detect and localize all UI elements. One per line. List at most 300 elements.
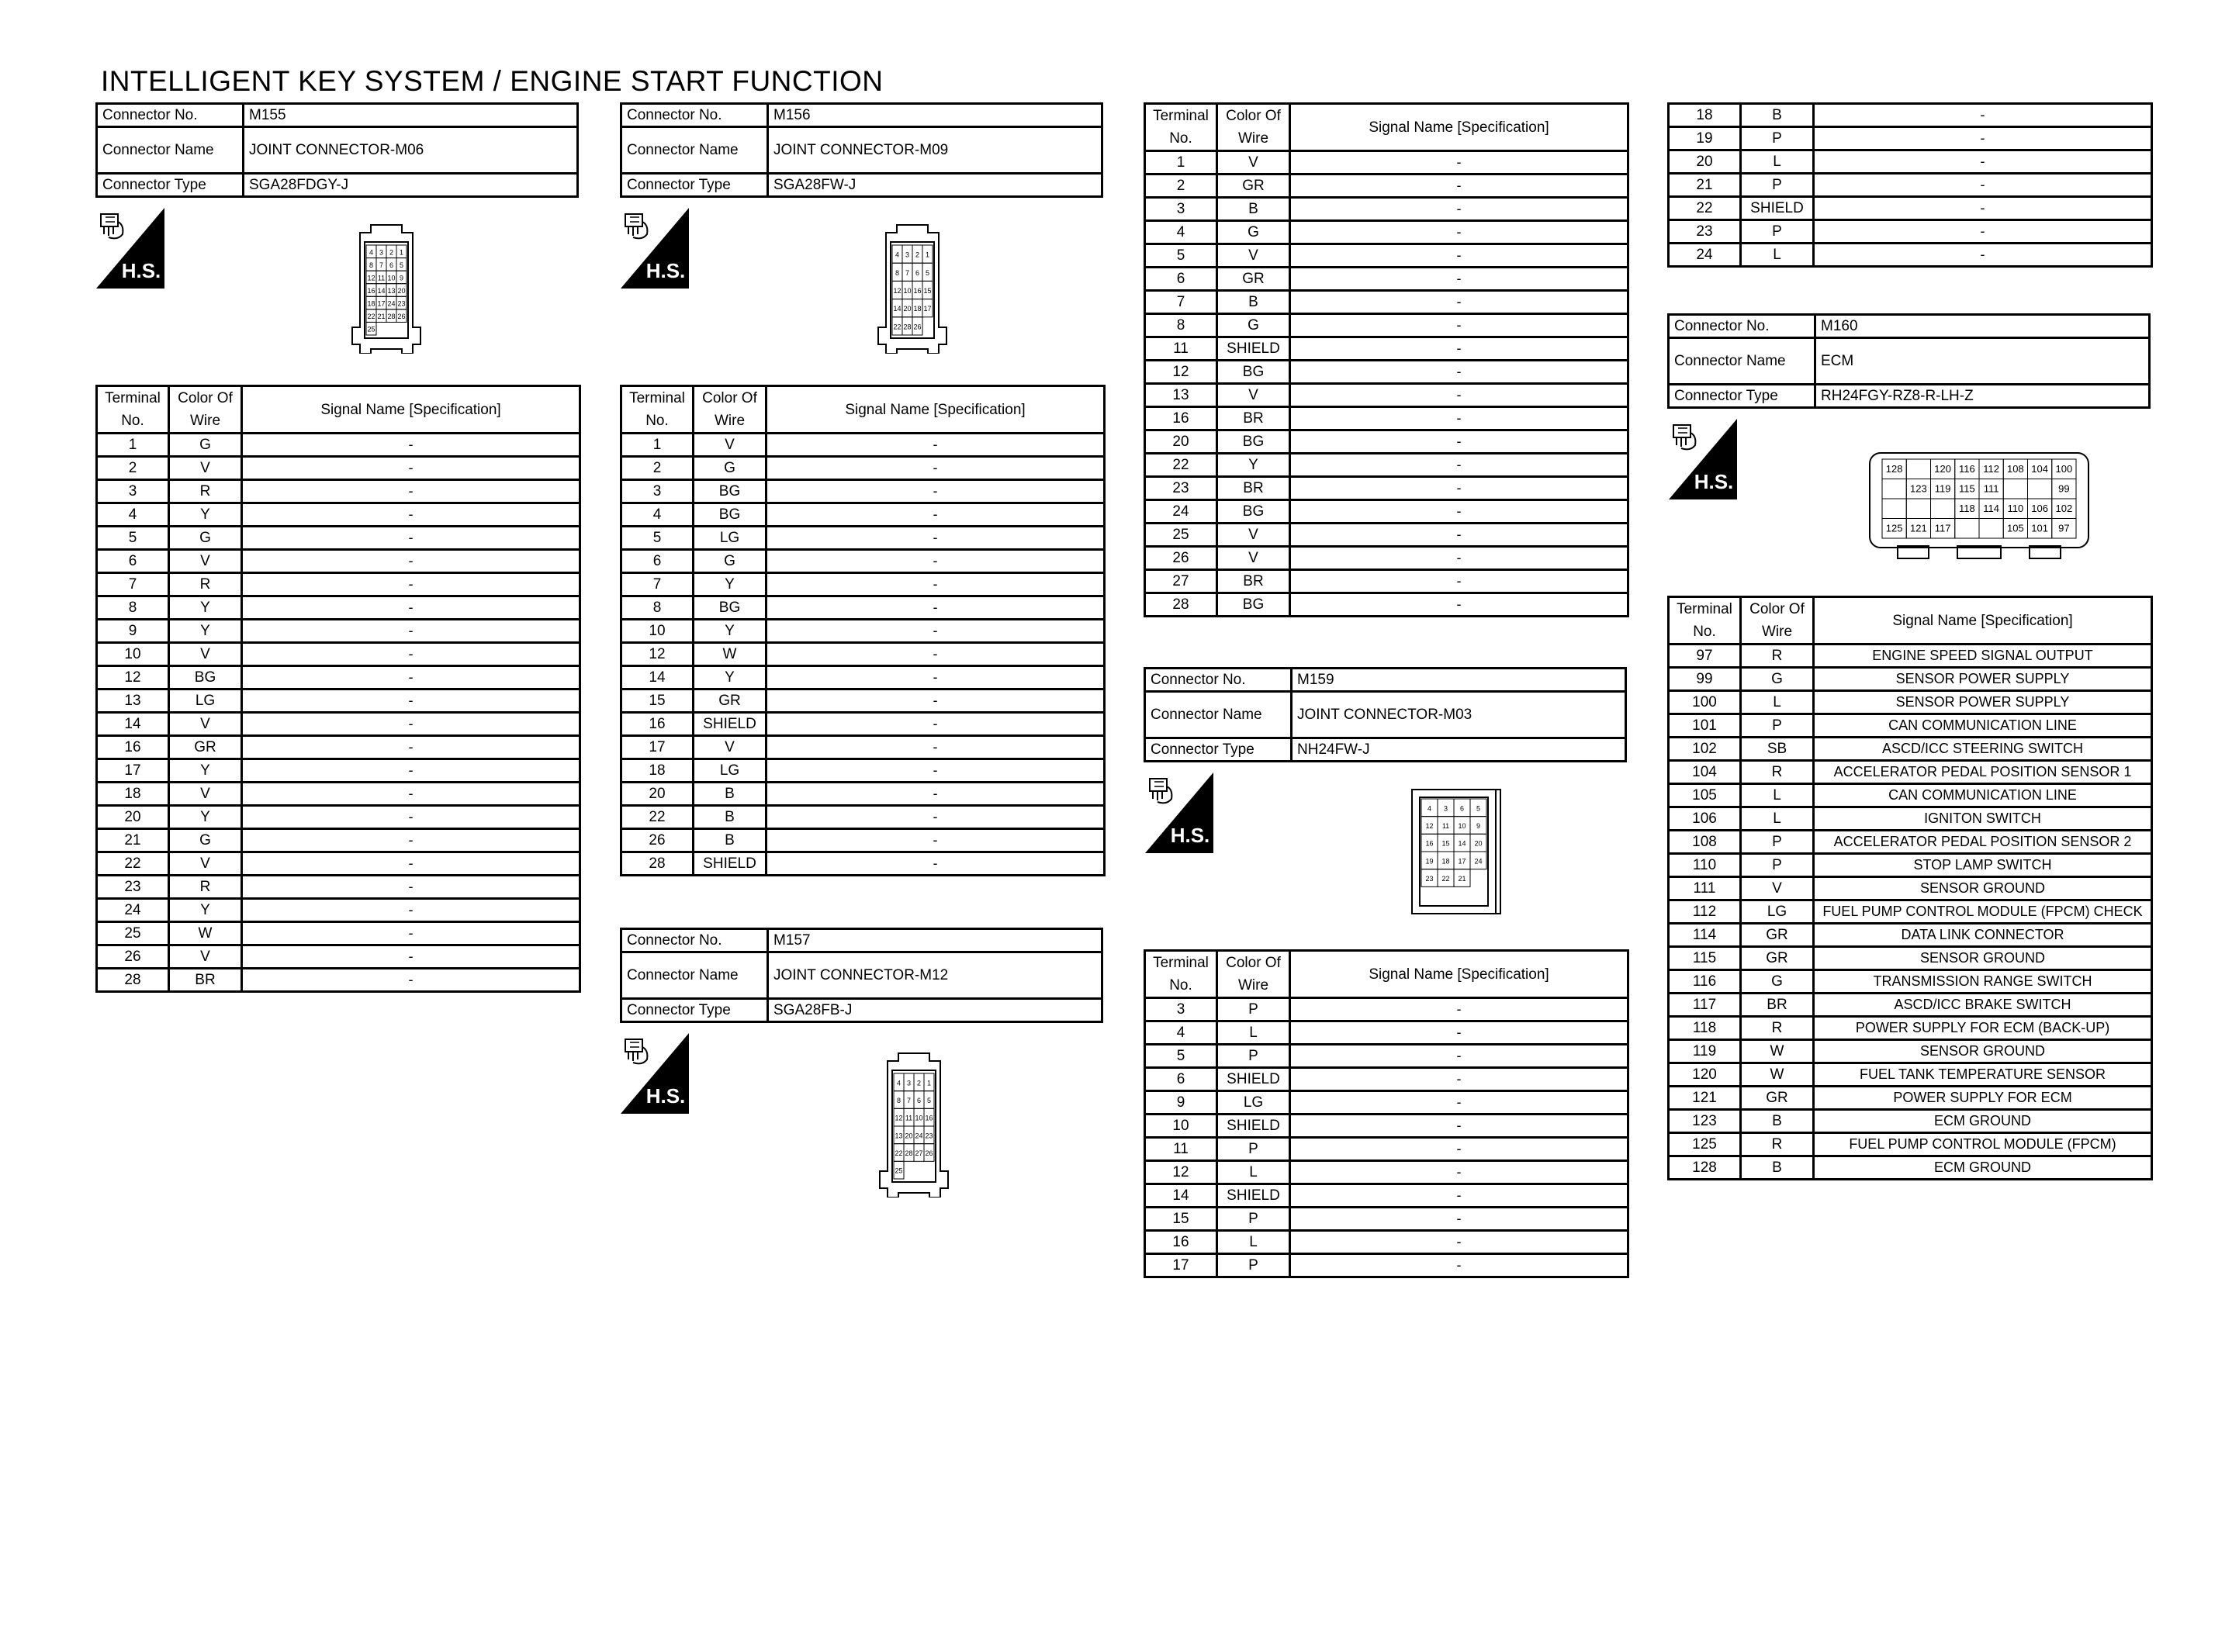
signal-name-cell: -: [242, 666, 580, 689]
terminal-no-cell: 120: [1669, 1063, 1741, 1087]
terminal-no-cell: 5: [1145, 244, 1217, 268]
header-text: No.: [645, 413, 669, 429]
wire-color-cell: P: [1217, 1138, 1290, 1161]
signal-name-cell: -: [767, 806, 1105, 829]
header-text: Wire: [189, 413, 221, 429]
signal-name-cell: -: [767, 736, 1105, 759]
terminal-no-cell: 6: [97, 550, 169, 573]
table-row: [1145, 221, 1628, 244]
table-row: [1145, 244, 1628, 268]
table-row: [1145, 454, 1628, 477]
table-row: [621, 596, 1105, 620]
wire-color-cell: L: [1217, 1231, 1290, 1254]
harness-side-icon: [621, 208, 689, 289]
wire-color-cell: BG: [169, 666, 242, 689]
wire-color-cell: G: [169, 527, 242, 550]
pin-label: 8: [895, 268, 900, 277]
terminal-no-header: [97, 386, 169, 434]
table-row: [1669, 150, 2152, 174]
connector-type-label: Connector Type: [1145, 738, 1292, 762]
pin-label: 20: [1474, 839, 1483, 848]
table-row: [1669, 784, 2152, 807]
signal-name-cell: ECM GROUND: [1814, 1110, 2152, 1133]
table-row: [621, 783, 1105, 806]
terminal-no-cell: 22: [1145, 454, 1217, 477]
table-row: [1145, 151, 1628, 175]
terminal-no-cell: 2: [1145, 175, 1217, 198]
signal-name-cell: -: [1290, 500, 1628, 524]
pin-label: 100: [2055, 462, 2073, 475]
terminal-no-cell: 104: [1669, 761, 1741, 784]
terminal-no-header: [1145, 951, 1217, 998]
wire-color-cell: G: [1741, 668, 1814, 691]
table-row: [97, 503, 580, 527]
terminal-no-cell: 3: [1145, 998, 1217, 1021]
terminal-no-cell: 24: [1669, 244, 1741, 267]
pin-label: 26: [397, 313, 406, 321]
terminal-no-cell: 121: [1669, 1087, 1741, 1110]
signal-name-cell: FUEL TANK TEMPERATURE SENSOR: [1814, 1063, 2152, 1087]
terminal-no-cell: 18: [97, 783, 169, 806]
signal-name-cell: -: [1290, 221, 1628, 244]
pin-label: 27: [915, 1149, 923, 1157]
table-row: [621, 713, 1105, 736]
pin-label: 22: [367, 313, 375, 321]
table-header-row: [97, 386, 580, 434]
table-row: [1145, 500, 1628, 524]
signal-name-cell: -: [1290, 1068, 1628, 1091]
connector-type-value: SGA28FB-J: [768, 999, 1102, 1022]
pin-label: 13: [387, 287, 396, 295]
pin-label: 24: [915, 1132, 923, 1140]
terminal-no-header: [1669, 597, 1741, 645]
terminal-no-cell: 1: [1145, 151, 1217, 175]
signal-name-cell: -: [1290, 593, 1628, 617]
wire-color-cell: B: [694, 829, 767, 852]
table-row: [1669, 220, 2152, 244]
pin-label: 5: [1476, 804, 1481, 813]
pin-label: 25: [895, 1166, 903, 1175]
terminal-no-cell: 26: [97, 945, 169, 969]
signal-name-cell: -: [242, 689, 580, 713]
terminal-no-cell: 108: [1669, 831, 1741, 854]
connector-face-m156-icon: [874, 223, 951, 354]
pin-label: 120: [1934, 462, 1951, 475]
signal-name-cell: -: [1290, 361, 1628, 384]
signal-name-cell: -: [1290, 1208, 1628, 1231]
wire-color-cell: Y: [694, 573, 767, 596]
wire-color-cell: W: [1741, 1063, 1814, 1087]
connector-face-m157-icon: [875, 1052, 953, 1198]
signal-name-header: Signal Name [Specification]: [1290, 951, 1628, 998]
pin-label: 24: [387, 299, 396, 308]
pin-label: 5: [399, 261, 404, 269]
connector-info-m160: [1667, 313, 2151, 409]
signal-name-cell: -: [1290, 268, 1628, 291]
signal-name-cell: -: [1290, 175, 1628, 198]
wire-color-cell: B: [694, 806, 767, 829]
pin-label: 17: [1458, 857, 1466, 866]
signal-name-cell: -: [767, 527, 1105, 550]
pin-label: 4: [1427, 804, 1432, 813]
table-row: [97, 643, 580, 666]
pin-label: 18: [1441, 857, 1450, 866]
wire-color-cell: BG: [1217, 361, 1290, 384]
table-row: [1145, 268, 1628, 291]
connector-no-label: Connector No.: [621, 104, 768, 127]
signal-name-cell: -: [242, 806, 580, 829]
table-row: [97, 713, 580, 736]
terminal-no-cell: 3: [621, 480, 694, 503]
pin-label: 18: [367, 299, 375, 308]
wire-color-cell: BR: [169, 969, 242, 992]
pin-label: 110: [2007, 502, 2024, 514]
table-row: [97, 736, 580, 759]
terminal-no-cell: 9: [97, 620, 169, 643]
wire-color-cell: V: [169, 713, 242, 736]
table-row: [1145, 314, 1628, 337]
signal-name-cell: -: [1290, 1138, 1628, 1161]
pin-label: 114: [1983, 502, 1999, 514]
table-row: [1669, 714, 2152, 738]
pin-label: 99: [2058, 482, 2070, 495]
terminal-no-cell: 22: [97, 852, 169, 876]
table-row: [1145, 1045, 1628, 1068]
wire-color-cell: BR: [1217, 407, 1290, 430]
table-row: [621, 503, 1105, 527]
header-text: Wire: [714, 413, 746, 429]
table-row: [97, 596, 580, 620]
wire-color-cell: G: [169, 829, 242, 852]
table-row: [97, 783, 580, 806]
terminal-no-cell: 18: [621, 759, 694, 783]
terminal-table-m159-continued: [1667, 102, 2153, 268]
table-row: [1145, 337, 1628, 361]
wire-color-cell: BG: [1217, 500, 1290, 524]
hs-label: H.S.: [1694, 470, 1734, 493]
table-row: [97, 829, 580, 852]
table-row: [1145, 361, 1628, 384]
signal-name-cell: -: [1290, 1231, 1628, 1254]
header-text: Terminal: [629, 390, 685, 406]
signal-name-cell: ACCELERATOR PEDAL POSITION SENSOR 1: [1814, 761, 2152, 784]
pin-label: 4: [896, 1079, 901, 1087]
wire-color-cell: SHIELD: [1217, 337, 1290, 361]
table-header-row: [621, 386, 1105, 434]
signal-name-cell: -: [242, 945, 580, 969]
page-title: INTELLIGENT KEY SYSTEM / ENGINE START FUNCTION: [101, 65, 884, 97]
connector-no-value: M157: [768, 929, 1102, 952]
terminal-no-cell: 6: [1145, 268, 1217, 291]
signal-name-cell: STOP LAMP SWITCH: [1814, 854, 2152, 877]
pin-label: 10: [1458, 822, 1466, 830]
color-of-wire-header: [1741, 597, 1814, 645]
signal-name-cell: -: [242, 620, 580, 643]
table-row: [1669, 104, 2152, 127]
signal-name-cell: TRANSMISSION RANGE SWITCH: [1814, 970, 2152, 994]
table-row: [1145, 175, 1628, 198]
signal-name-cell: -: [1290, 151, 1628, 175]
pin-label: 14: [893, 305, 901, 313]
pin-label: 3: [905, 251, 910, 259]
connector-no-label: Connector No.: [621, 929, 768, 952]
pin-label: 28: [387, 313, 396, 321]
wire-color-cell: G: [694, 550, 767, 573]
wire-color-cell: W: [694, 643, 767, 666]
table-row: [97, 852, 580, 876]
terminal-no-cell: 16: [1145, 1231, 1217, 1254]
table-row: [1145, 1091, 1628, 1115]
wire-color-cell: GR: [1217, 175, 1290, 198]
terminal-no-cell: 10: [97, 643, 169, 666]
pin-label: 6: [915, 268, 920, 277]
pin-label: 104: [2031, 462, 2048, 475]
table-row: [621, 852, 1105, 876]
wire-color-cell: LG: [1741, 900, 1814, 924]
table-row: [97, 969, 580, 992]
table-row: [621, 620, 1105, 643]
wire-color-cell: SHIELD: [694, 713, 767, 736]
pin-label: 17: [377, 299, 386, 308]
pin-label: 23: [925, 1132, 933, 1140]
pin-label: 16: [925, 1114, 933, 1122]
pin-label: 22: [893, 323, 901, 331]
table-row: [1145, 477, 1628, 500]
signal-name-cell: -: [1290, 1021, 1628, 1045]
terminal-no-cell: 2: [621, 457, 694, 480]
wire-color-cell: P: [1741, 220, 1814, 244]
table-row: [1669, 1017, 2152, 1040]
wire-color-cell: BR: [1217, 570, 1290, 593]
terminal-no-cell: 12: [621, 643, 694, 666]
pin-label: 112: [1983, 462, 1999, 475]
signal-name-cell: -: [767, 643, 1105, 666]
signal-name-cell: SENSOR GROUND: [1814, 947, 2152, 970]
wire-color-cell: P: [1741, 127, 1814, 150]
pin-label: 24: [1474, 857, 1483, 866]
connector-name-value: JOINT CONNECTOR-M09: [768, 127, 1102, 174]
table-row: [97, 434, 580, 457]
terminal-no-cell: 118: [1669, 1017, 1741, 1040]
signal-name-cell: -: [767, 480, 1105, 503]
wire-color-cell: SHIELD: [1217, 1184, 1290, 1208]
table-row: [1145, 1068, 1628, 1091]
terminal-no-cell: 14: [621, 666, 694, 689]
wire-color-cell: L: [1741, 784, 1814, 807]
signal-name-cell: -: [242, 503, 580, 527]
signal-name-cell: -: [767, 503, 1105, 527]
connector-info-m159: [1144, 667, 1627, 762]
terminal-no-cell: 116: [1669, 970, 1741, 994]
wire-color-cell: R: [1741, 1017, 1814, 1040]
signal-name-cell: -: [767, 596, 1105, 620]
hs-label: H.S.: [645, 259, 686, 282]
terminal-no-cell: 20: [97, 806, 169, 829]
signal-name-cell: DATA LINK CONNECTOR: [1814, 924, 2152, 947]
color-of-wire-header: [1217, 951, 1290, 998]
table-row: [1669, 197, 2152, 220]
terminal-no-cell: 111: [1669, 877, 1741, 900]
pin-label: 5: [925, 268, 930, 277]
terminal-no-cell: 123: [1669, 1110, 1741, 1133]
terminal-no-cell: 102: [1669, 738, 1741, 761]
pin-label: 118: [1959, 502, 1975, 514]
wire-color-cell: V: [1217, 244, 1290, 268]
signal-name-cell: -: [242, 829, 580, 852]
table-row: [97, 666, 580, 689]
table-row: [97, 922, 580, 945]
connector-face-m160-icon: [1867, 448, 2092, 565]
table-row: [621, 550, 1105, 573]
wire-color-cell: P: [1741, 854, 1814, 877]
pin-label: 23: [397, 299, 406, 308]
terminal-no-cell: 28: [1145, 593, 1217, 617]
terminal-no-cell: 8: [1145, 314, 1217, 337]
table-row: [97, 457, 580, 480]
terminal-no-cell: 25: [1145, 524, 1217, 547]
terminal-no-cell: 23: [1145, 477, 1217, 500]
terminal-no-cell: 7: [621, 573, 694, 596]
wire-color-cell: G: [1217, 221, 1290, 244]
signal-name-header: Signal Name [Specification]: [1290, 104, 1628, 151]
wire-color-cell: R: [1741, 1133, 1814, 1156]
pin-label: 11: [1441, 822, 1450, 830]
table-row: [1669, 1156, 2152, 1180]
terminal-no-cell: 25: [97, 922, 169, 945]
wire-color-cell: Y: [169, 899, 242, 922]
wire-color-cell: GR: [1741, 924, 1814, 947]
pin-label: 102: [2055, 502, 2073, 514]
connector-type-value: SGA28FW-J: [768, 174, 1102, 197]
wire-color-cell: LG: [1217, 1091, 1290, 1115]
terminal-table-m159: [1144, 949, 1629, 1278]
pin-label: 115: [1959, 482, 1975, 495]
wire-color-cell: B: [694, 783, 767, 806]
wire-color-cell: B: [1217, 291, 1290, 314]
signal-name-cell: -: [767, 573, 1105, 596]
pin-label: 116: [1959, 462, 1975, 475]
connector-info-m157: [620, 928, 1103, 1023]
table-row: [1669, 807, 2152, 831]
pin-label: 23: [1425, 875, 1434, 883]
pin-label: 7: [906, 1097, 912, 1104]
pin-label: 6: [389, 261, 394, 269]
table-row: [1669, 877, 2152, 900]
wire-color-cell: BR: [1217, 477, 1290, 500]
signal-name-cell: ASCD/ICC STEERING SWITCH: [1814, 738, 2152, 761]
table-row: [1145, 384, 1628, 407]
table-row: [1669, 738, 2152, 761]
table-row: [1145, 1184, 1628, 1208]
table-row: [97, 573, 580, 596]
pin-label: 1: [399, 248, 404, 257]
signal-name-cell: -: [1814, 150, 2152, 174]
terminal-no-cell: 11: [1145, 1138, 1217, 1161]
header-text: Color Of: [1226, 955, 1281, 971]
terminal-no-cell: 9: [1145, 1091, 1217, 1115]
terminal-no-cell: 27: [1145, 570, 1217, 593]
signal-name-cell: -: [1290, 477, 1628, 500]
pin-label: 9: [399, 274, 404, 282]
table-row: [97, 480, 580, 503]
wire-color-cell: G: [1217, 314, 1290, 337]
table-row: [1145, 570, 1628, 593]
signal-name-cell: -: [242, 713, 580, 736]
wire-color-cell: P: [1217, 1208, 1290, 1231]
connector-type-label: Connector Type: [97, 174, 244, 197]
pin-label: 2: [916, 1079, 922, 1087]
wire-color-cell: P: [1217, 1254, 1290, 1277]
table-row: [621, 434, 1105, 457]
connector-name-value: ECM: [1815, 338, 2150, 385]
pin-label: 12: [367, 274, 375, 282]
terminal-no-cell: 22: [1669, 197, 1741, 220]
signal-name-cell: -: [767, 457, 1105, 480]
table-row: [1145, 407, 1628, 430]
connector-face-m159-icon: [1406, 786, 1502, 917]
wire-color-cell: BR: [1741, 994, 1814, 1017]
connector-type-value: RH24FGY-RZ8-R-LH-Z: [1815, 385, 2150, 408]
connector-type-value: NH24FW-J: [1292, 738, 1626, 762]
pin-label: 3: [906, 1079, 912, 1087]
table-row: [97, 876, 580, 899]
wire-color-cell: GR: [1741, 947, 1814, 970]
table-row: [1145, 1254, 1628, 1277]
pin-label: 15: [1441, 839, 1450, 848]
terminal-no-cell: 7: [97, 573, 169, 596]
header-text: Terminal: [1153, 955, 1209, 971]
terminal-no-cell: 7: [1145, 291, 1217, 314]
wire-color-cell: SHIELD: [694, 852, 767, 876]
signal-name-cell: -: [1290, 244, 1628, 268]
signal-name-cell: -: [242, 759, 580, 783]
pin-label: 7: [379, 261, 384, 269]
terminal-no-cell: 13: [97, 689, 169, 713]
terminal-no-cell: 3: [97, 480, 169, 503]
connector-no-value: M155: [244, 104, 578, 127]
pin-label: 123: [1910, 482, 1927, 495]
wire-color-cell: Y: [169, 759, 242, 783]
wire-color-cell: P: [1217, 1045, 1290, 1068]
table-row: [97, 899, 580, 922]
terminal-no-header: [1145, 104, 1217, 151]
pin-label: 106: [2031, 502, 2048, 514]
signal-name-cell: -: [767, 666, 1105, 689]
signal-name-cell: -: [1814, 220, 2152, 244]
pin-label: 119: [1934, 482, 1951, 495]
pin-label: 28: [903, 323, 912, 331]
wire-color-cell: B: [1741, 1110, 1814, 1133]
header-text: No.: [121, 413, 144, 429]
table-row: [1145, 1208, 1628, 1231]
wire-color-cell: L: [1217, 1161, 1290, 1184]
pin-label: 20: [905, 1132, 913, 1140]
terminal-no-cell: 15: [621, 689, 694, 713]
table-row: [621, 829, 1105, 852]
pin-label: 14: [1458, 839, 1466, 848]
wire-color-cell: Y: [169, 806, 242, 829]
signal-name-cell: -: [242, 480, 580, 503]
wire-color-cell: V: [1217, 151, 1290, 175]
signal-name-cell: -: [767, 829, 1105, 852]
table-row: [1669, 127, 2152, 150]
wire-color-cell: BG: [1217, 593, 1290, 617]
table-row: [1669, 174, 2152, 197]
table-row: [1669, 947, 2152, 970]
wire-color-cell: Y: [169, 620, 242, 643]
terminal-no-cell: 17: [621, 736, 694, 759]
table-row: [1669, 668, 2152, 691]
